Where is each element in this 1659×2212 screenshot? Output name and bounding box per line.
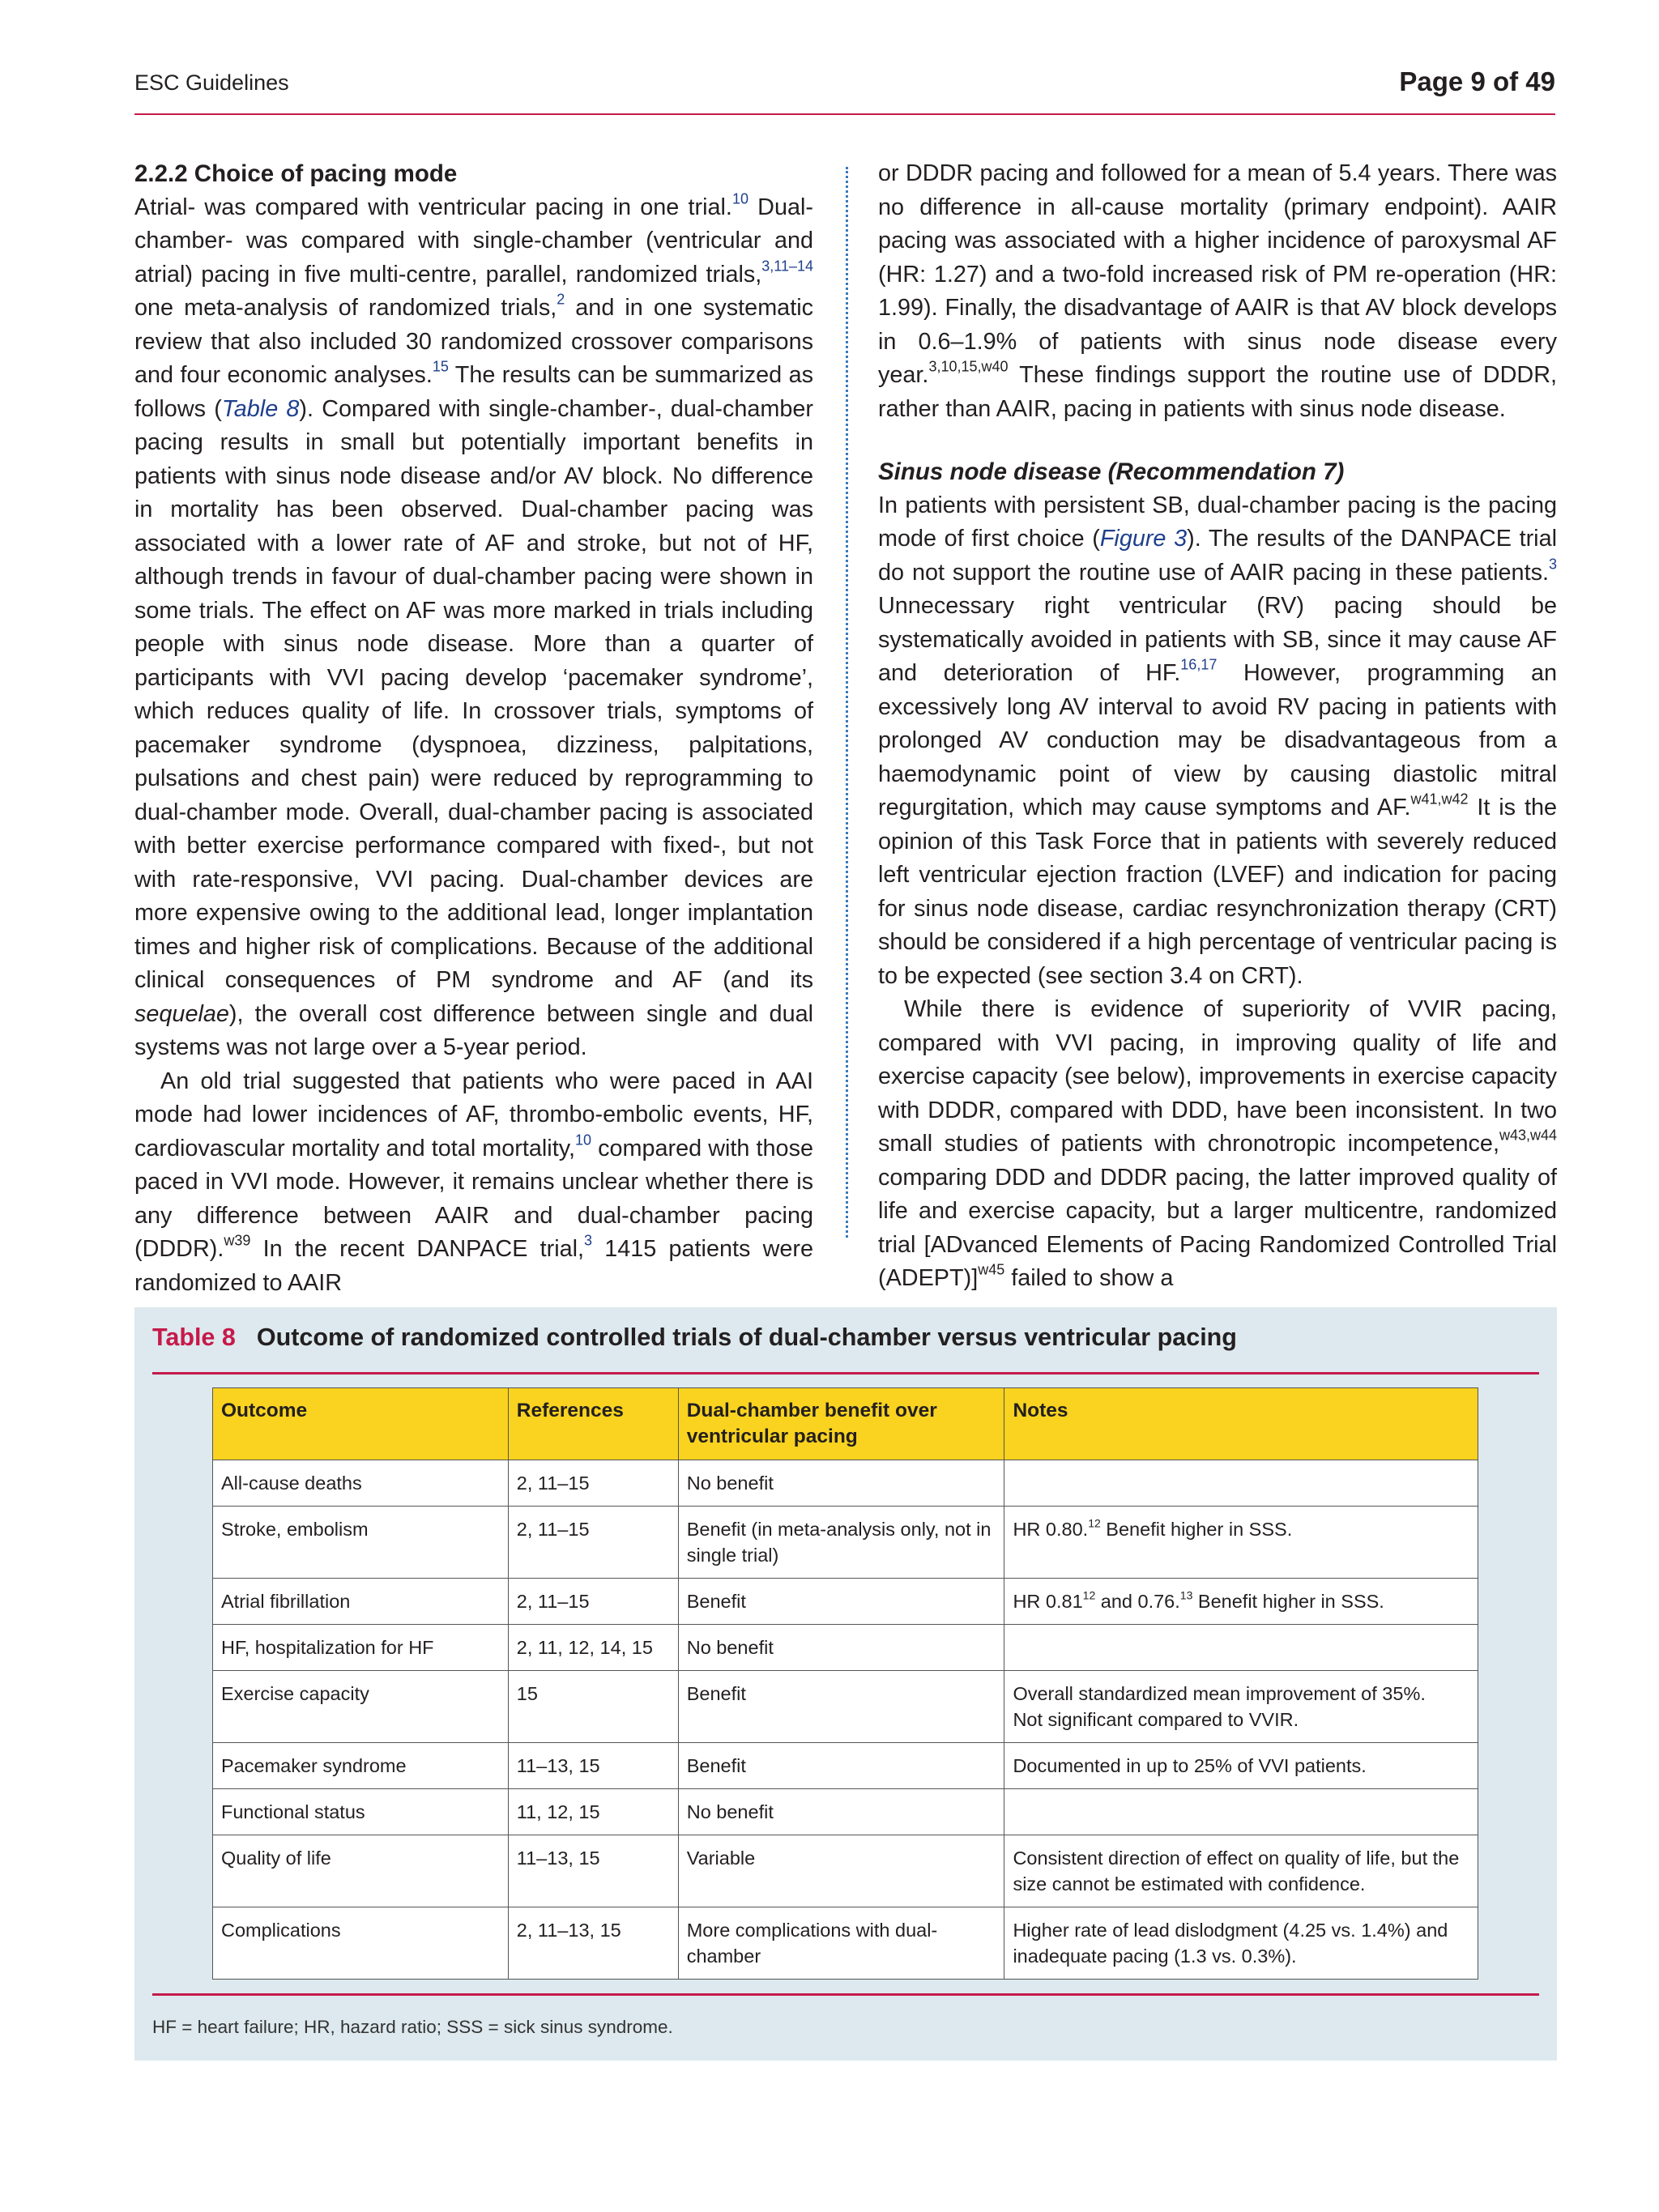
table-8-box (134, 1307, 1557, 2061)
subsection-heading: Sinus node disease (Recommendation 7) (878, 458, 1345, 485)
citation[interactable]: w39 (224, 1232, 251, 1249)
outcome-table (212, 1387, 1478, 1980)
table-row (213, 1579, 1478, 1625)
cell-refs: 2, 11–15 (508, 1460, 678, 1507)
cell-benefit: Variable (678, 1835, 1004, 1907)
figure-link[interactable]: Figure 3 (1099, 526, 1188, 552)
table-title: Outcome of randomized controlled trials of dual-chamber versus ventricular pacing (256, 1323, 1237, 1351)
table-row (213, 1835, 1478, 1907)
cell-outcome: Functional status (213, 1789, 509, 1835)
cell-benefit: More complications with dual-chamber (678, 1907, 1004, 1980)
cell-refs: 2, 11–13, 15 (508, 1907, 678, 1980)
cell-notes: HR 0.81$^{12}$ and 0.76.13 Benefit higher in SSS. (1004, 1579, 1478, 1625)
column-header-benefit: Dual-chamber benefit over ventricular pacing (678, 1388, 1004, 1460)
cell-notes (1004, 1789, 1478, 1835)
cell-outcome: Stroke, embolism (213, 1507, 509, 1579)
paragraph: Atrial- was compared with ventricular pacing in one trial.$^{10}$ Dual-chamber- was compared with single-chamber (ventricular and atrial) pacing in five multi-centre, parallel, randomized trials,$^{3,11-14}$ one meta-analysis of randomized trials,$^2$ and in one systematic review that also included 30 randomized crossover comparisons and four economic analyses.$^{15}$ The results can be summarized as follows (Table 8). Compared with single-chamber-, dual-chamber pacing results in small but potentially important benefits in patients with sinus node disease and/or AV block. No difference in mortality has been observed. Dual-chamber pacing was associated with a lower rate of AF and stroke, but not of HF, although trends in favour of dual-chamber pacing were shown in some trials. The effect on AF was more marked in trials including people with sinus node disease. More than a quarter of participants with VVI pacing develop ‘pacemaker syndrome’, which reduces quality of life. In crossover trials, symptoms of pacemaker syndrome (dyspnoea, dizziness, palpitations, pulsations and chest pain) were reduced by reprogramming to dual-chamber mode. Overall, dual-chamber pacing is associated with better exercise performance compared with fixed-, but not with rate-responsive, VVI pacing. Dual-chamber devices are more expensive owing to the additional lead, longer implantation times and higher risk of complications. Because of the additional clinical consequences of PM syndrome and AF (and its sequelae), the overall cost difference between single and dual systems was not large over a 5-year period. (134, 190, 813, 1060)
cell-outcome: Quality of life (213, 1835, 509, 1907)
cell-benefit: No benefit (678, 1625, 1004, 1671)
table-header-row (213, 1388, 1478, 1460)
cell-notes: Higher rate of lead dislodgment (4.25 vs. 1.4%) and inadequate pacing (1.3 vs. 0.3%). (1004, 1907, 1478, 1980)
citation[interactable]: 10 (574, 1132, 591, 1148)
table-row (213, 1671, 1478, 1743)
citation[interactable]: w45 (978, 1261, 1005, 1278)
cell-refs: 11–13, 15 (508, 1835, 678, 1907)
cell-notes: Overall standardized mean improvement of 35%. Not significant compared to VVIR. (1004, 1671, 1478, 1743)
right-column (878, 157, 1557, 1296)
citation[interactable]: 3 (1548, 556, 1557, 572)
column-header-notes: Notes (1004, 1388, 1478, 1460)
citation[interactable]: 10 (731, 190, 748, 207)
table-link[interactable]: Table 8 (221, 395, 300, 422)
citation[interactable]: w43,w44 (1499, 1127, 1557, 1144)
citation[interactable]: w41,w42 (1410, 791, 1469, 808)
table-row (213, 1507, 1478, 1579)
section-heading: 2.2.2 Choice of pacing mode (134, 160, 458, 187)
paragraph: or DDDR pacing and followed for a mean of 5.4 years. There was no difference in all-cause mortality (primary endpoint). AAIR pacing was associated with a higher incidence of paroxysmal AF (HR: 1.27) and a two-fold increased risk of PM re-operation (HR: 1.99). Finally, the disadvantage of AAIR is that AV block develops in 0.6–1.9% of patients with sinus node disease every year.$^{3,10,15,w40}$ These findings support the routine use of DDDR, rather than AAIR, pacing in patients with sinus node disease. (878, 160, 1557, 422)
table-caption (152, 1323, 1237, 1352)
table-footnote: HF = heart failure; HR, hazard ratio; SSS = sick sinus syndrome. (152, 2017, 673, 2037)
cell-outcome: Exercise capacity (213, 1671, 509, 1743)
left-column (134, 157, 813, 1300)
paragraph: In patients with persistent SB, dual-chamber pacing is the pacing mode of first choice (Figure 3). The results of the DANPACE trial do not support the routine use of AAIR pacing in these patients.$^3$ Unnecessary right ventricular (RV) pacing should be systematically avoided in patients with SB, since it may cause AF and deterioration of HF.$^{16,17}$ However, programming an excessively long AV interval to avoid RV pacing in patients with prolonged AV conduction may be disadvantageous from a haemodynamic point of view by causing diastolic mitral regurgitation, which may cause symptoms and AF.$^{w41,w42}$ It is the opinion of this Task Force that in patients with severely reduced left ventricular ejection fraction (LVEF) and indication for pacing for sinus node disease, cardiac resynchronization therapy (CRT) should be considered if a high percentage of ventricular pacing is to be expected (see section 3.4 on CRT). (878, 492, 1557, 989)
cell-outcome: HF, hospitalization for HF (213, 1625, 509, 1671)
table-row (213, 1460, 1478, 1507)
table-row (213, 1625, 1478, 1671)
cell-notes (1004, 1460, 1478, 1507)
page-number: Page 9 of 49 (1399, 66, 1555, 96)
cell-notes: Consistent direction of effect on quality of life, but the size cannot be estimated with confidence. (1004, 1835, 1478, 1907)
column-header-outcome: Outcome (213, 1388, 509, 1460)
table-row (213, 1743, 1478, 1789)
citation[interactable]: 16,17 (1180, 656, 1218, 673)
cell-benefit: Benefit (678, 1743, 1004, 1789)
table-bottom-rule (152, 1993, 1539, 1996)
cell-outcome: All-cause deaths (213, 1460, 509, 1507)
journal-name: ESC Guidelines (134, 70, 289, 95)
table-row (213, 1789, 1478, 1835)
column-divider (846, 167, 848, 1238)
cell-notes: Documented in up to 25% of VVI patients. (1004, 1743, 1478, 1789)
page-header (134, 66, 1555, 115)
citation[interactable]: 3,10,15,w40 (928, 358, 1009, 375)
cell-refs: 15 (508, 1671, 678, 1743)
cell-refs: 2, 11–15 (508, 1507, 678, 1579)
cell-benefit: Benefit (in meta-analysis only, not in single trial) (678, 1507, 1004, 1579)
cell-outcome: Atrial fibrillation (213, 1579, 509, 1625)
cell-refs: 2, 11–15 (508, 1579, 678, 1625)
column-header-references: References (508, 1388, 678, 1460)
cell-notes: HR 0.80.12 Benefit higher in SSS. (1004, 1507, 1478, 1579)
cell-outcome: Complications (213, 1907, 509, 1980)
paragraph: While there is evidence of superiority of VVIR pacing, compared with VVI pacing, in improving quality of life and exercise capacity (see below), improvements in exercise capacity with DDDR, compared with DDD, have been inconsistent. In two small studies of patients with chronotropic incompetence,$^{w43,w44}$ comparing DDD and DDDR pacing, the latter improved quality of life and exercise capacity, but a larger multicentre, randomized trial [ADvanced Elements of Pacing Randomized Controlled Trial (ADEPT)]$^{w45}$ failed to show a (878, 996, 1557, 1291)
citation[interactable]: 2 (557, 291, 565, 308)
cell-benefit: Benefit (678, 1579, 1004, 1625)
citation[interactable]: 3,11–14 (761, 258, 813, 274)
cell-benefit: No benefit (678, 1789, 1004, 1835)
citation[interactable]: 15 (432, 358, 449, 375)
caption-rule (152, 1372, 1539, 1375)
cell-refs: 2, 11, 12, 14, 15 (508, 1625, 678, 1671)
cell-outcome: Pacemaker syndrome (213, 1743, 509, 1789)
citation[interactable]: 3 (584, 1232, 593, 1249)
table-row (213, 1907, 1478, 1980)
cell-refs: 11–13, 15 (508, 1743, 678, 1789)
cell-notes (1004, 1625, 1478, 1671)
table-number: Table 8 (152, 1323, 236, 1351)
cell-refs: 11, 12, 15 (508, 1789, 678, 1835)
cell-benefit: No benefit (678, 1460, 1004, 1507)
cell-benefit: Benefit (678, 1671, 1004, 1743)
paragraph: An old trial suggested that patients who were paced in AAI mode had lower incidences of AF, thrombo-embolic events, HF, cardiovascular mortality and total mortality,$^{10}$ compared with those paced in VVI mode. However, it remains unclear whether there is any difference between AAIR and dual-chamber pacing (DDDR).$^{w39}$ In the recent DANPACE trial,$^3$ 1415 patients were randomized to AAIR (134, 1068, 813, 1296)
